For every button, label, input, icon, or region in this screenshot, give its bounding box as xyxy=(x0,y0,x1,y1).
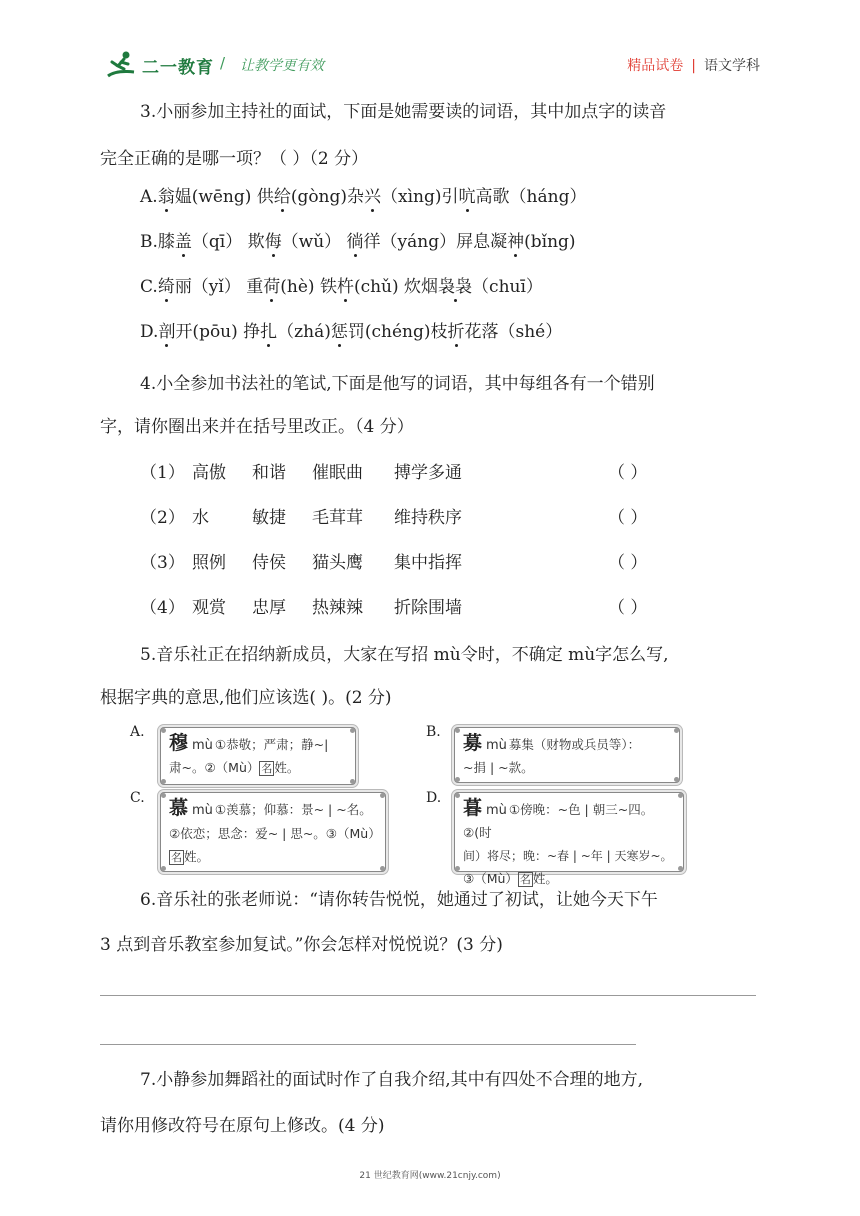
q4-stem-line2: 字，请你圈出来并在括号里改正。（4 分） xyxy=(100,417,414,437)
entry-text: ②依恋；思念：爱~ | 思~。③（Mù） xyxy=(169,826,381,841)
option-text: D. xyxy=(140,322,159,342)
brand-name: 二一教育 xyxy=(142,58,214,78)
entry-text: 姓。 xyxy=(274,760,300,775)
row-number: （2） xyxy=(140,508,185,528)
word: 高傲 xyxy=(192,463,226,483)
dictionary-entry-d[interactable] xyxy=(454,792,684,886)
box-corner-dot xyxy=(380,793,385,798)
word: 热辣辣 xyxy=(312,598,363,618)
dictionary-entry-c[interactable] xyxy=(160,792,386,872)
answer-blank[interactable]: （ ） xyxy=(608,553,648,573)
option-text: B.膝 xyxy=(140,232,175,252)
dotted-char: 给 xyxy=(273,187,291,207)
word: 照例 xyxy=(192,553,226,573)
dotted-char: 剖 xyxy=(158,322,176,342)
option-text: 媪 xyxy=(174,187,192,207)
entry-text: 肃~。②（Mù） xyxy=(169,760,260,775)
premium-label: 精品试卷 xyxy=(627,58,684,74)
q5-option-b-label: B. xyxy=(426,724,441,740)
option-text: 开(pōu) 挣 xyxy=(175,322,261,342)
box-corner-dot xyxy=(455,777,460,782)
option-text: (chǔ) 炊烟 xyxy=(353,277,439,297)
dotted-char: 绮 xyxy=(157,277,175,297)
dotted-char: 盖 xyxy=(174,232,192,252)
dotted-char: 徜 xyxy=(346,232,364,252)
q5-option-d-label: D. xyxy=(426,790,442,806)
box-corner-dot xyxy=(678,866,683,871)
answer-blank[interactable]: （ ） xyxy=(608,598,648,618)
option-text: (gòng)杂 xyxy=(290,187,365,207)
entry-text: 间）将尽；晚：~春 | ~年 | 天寒岁~。 xyxy=(463,849,673,863)
entry-text: 姓。 xyxy=(532,871,558,886)
dotted-char: 杵 xyxy=(336,277,354,297)
option-text: （chuī） xyxy=(472,277,543,297)
q7-stem-line1: 7.小静参加舞蹈社的面试时作了自我介绍,其中有四处不合理的地方, xyxy=(140,1070,644,1090)
word: 搏学多通 xyxy=(394,463,462,483)
word: 观赏 xyxy=(192,598,226,618)
q3-stem-line2: 完全正确的是哪一项？（ ）（2 分） xyxy=(100,149,369,169)
dotted-char: 侮 xyxy=(264,232,282,252)
slogan: 让教学更有效 xyxy=(240,58,324,74)
word: 催眠曲 xyxy=(312,463,363,483)
q4-stem-line1: 4.小全参加书法社的笔试,下面是他写的词语，其中每组各有一个错别 xyxy=(140,374,655,394)
slogan-separator: / xyxy=(220,54,226,72)
row-number: （1） xyxy=(140,463,185,483)
entry-text: ③（Mù） xyxy=(463,871,518,886)
entry-char: 募 xyxy=(463,732,483,754)
entry-text: ~捐 | ~款。 xyxy=(463,760,534,775)
q5-option-a-label: A. xyxy=(130,724,145,740)
box-corner-dot xyxy=(161,793,166,798)
entry-char: 穆 xyxy=(169,732,189,754)
noun-tag: 名 xyxy=(171,851,182,864)
entry-char: 慕 xyxy=(169,797,189,819)
option-text: 徉（yáng）屏息凝 xyxy=(363,232,508,252)
box-corner-dot xyxy=(161,866,166,871)
entry-text: ①羡慕；仰慕：景~ | ~名。 xyxy=(214,802,372,817)
q5-option-c-label: C. xyxy=(130,790,145,806)
dictionary-entry-b[interactable] xyxy=(454,727,680,783)
runner-logo-icon xyxy=(104,50,138,80)
word: 猫头鹰 xyxy=(312,553,363,573)
q6-stem-line2: 3 点到音乐教室参加复试。”你会怎样对悦悦说？(3 分) xyxy=(100,935,503,955)
dotted-char: 折 xyxy=(447,322,465,342)
noun-tag: 名 xyxy=(519,873,531,886)
dotted-char: 荷 xyxy=(263,277,281,297)
box-corner-dot xyxy=(350,779,355,784)
option-text: A. xyxy=(140,187,158,207)
box-corner-dot xyxy=(674,777,679,782)
word: 水 xyxy=(192,508,209,528)
answer-line[interactable] xyxy=(100,1044,636,1045)
q3-option-a xyxy=(140,185,586,209)
page-footer: 21 世纪教育网(www.21cnjy.com) xyxy=(359,1171,501,1181)
box-corner-dot xyxy=(455,728,460,733)
word: 忠厚 xyxy=(252,598,286,618)
word: 敏捷 xyxy=(252,508,286,528)
dotted-char: 兴 xyxy=(364,187,382,207)
entry-text: ①恭敬；严肃；静~| xyxy=(214,737,329,752)
word: 集中指挥 xyxy=(394,553,462,573)
q3-option-b xyxy=(140,230,576,254)
q3-option-d xyxy=(140,320,562,344)
q7-stem-line2: 请你用修改符号在原句上修改。(4 分) xyxy=(100,1116,385,1136)
option-text: C. xyxy=(140,277,158,297)
dictionary-entry-a[interactable] xyxy=(160,727,356,785)
word: 侍侯 xyxy=(252,553,286,573)
header-divider: | xyxy=(691,58,696,74)
option-text: 丽（yǐ） 重 xyxy=(174,277,264,297)
box-corner-dot xyxy=(455,866,460,871)
dotted-char: 吭 xyxy=(458,187,476,207)
header-right xyxy=(627,55,760,75)
entry-pinyin: mù xyxy=(192,738,213,753)
q3-stem-line1: 3.小丽参加主持社的面试，下面是她需要读的词语，其中加点字的读音 xyxy=(140,102,667,122)
box-corner-dot xyxy=(161,728,166,733)
entry-pinyin: mù xyxy=(486,803,507,818)
option-text: （zhá) xyxy=(277,322,331,342)
dotted-char: 扎 xyxy=(260,322,278,342)
box-corner-dot xyxy=(380,866,385,871)
entry-text: ①傍晚：~色 | 朝三~四。②(时 xyxy=(463,802,654,840)
row-number: （4） xyxy=(140,598,185,618)
option-text: (wēng) 供 xyxy=(191,187,274,207)
box-corner-dot xyxy=(678,793,683,798)
entry-pinyin: mù xyxy=(192,803,213,818)
word: 和谐 xyxy=(252,463,286,483)
dotted-char: 袅袅 xyxy=(438,277,473,297)
option-text: （qī） 欺 xyxy=(191,232,265,252)
option-text: （wǔ） xyxy=(281,232,347,252)
q3-option-c xyxy=(140,275,543,299)
option-text: 花落（shé） xyxy=(464,322,563,342)
option-text: (hè) 铁 xyxy=(280,277,337,297)
row-number: （3） xyxy=(140,553,185,573)
q6-stem-line1: 6.音乐社的张老师说：“请你转告悦悦，她通过了初试，让她今天下午 xyxy=(140,890,658,910)
noun-tag: 名 xyxy=(261,762,273,775)
box-corner-dot xyxy=(455,793,460,798)
dotted-char: 惩 xyxy=(330,322,348,342)
q5-stem-line2: 根据字典的意思,他们应该选( )。(2 分) xyxy=(100,688,392,708)
answer-blank[interactable]: （ ） xyxy=(608,508,648,528)
box-corner-dot xyxy=(161,779,166,784)
subject-label: 语文学科 xyxy=(704,58,760,74)
option-text: (bǐng) xyxy=(524,232,576,252)
entry-text: 募集（财物或兵员等）： xyxy=(508,737,641,752)
q5-stem-line1: 5.音乐社正在招纳新成员，大家在写招 mù令时，不确定 mù字怎么写, xyxy=(140,645,669,665)
box-corner-dot xyxy=(350,728,355,733)
dotted-char: 翁 xyxy=(157,187,175,207)
word: 折除围墙 xyxy=(394,598,462,618)
word: 维持秩序 xyxy=(394,508,462,528)
box-corner-dot xyxy=(674,728,679,733)
option-text: 罚(chéng)枝 xyxy=(347,322,448,342)
option-text: （xìng)引 xyxy=(381,187,459,207)
entry-char: 暮 xyxy=(463,797,483,819)
answer-line[interactable] xyxy=(100,995,756,996)
entry-text: 姓。 xyxy=(184,849,210,864)
entry-pinyin: mù xyxy=(486,738,507,753)
dotted-char: 神 xyxy=(507,232,525,252)
answer-blank[interactable]: （ ） xyxy=(608,463,648,483)
word: 毛茸茸 xyxy=(312,508,363,528)
option-text: 高歌（háng） xyxy=(475,187,587,207)
